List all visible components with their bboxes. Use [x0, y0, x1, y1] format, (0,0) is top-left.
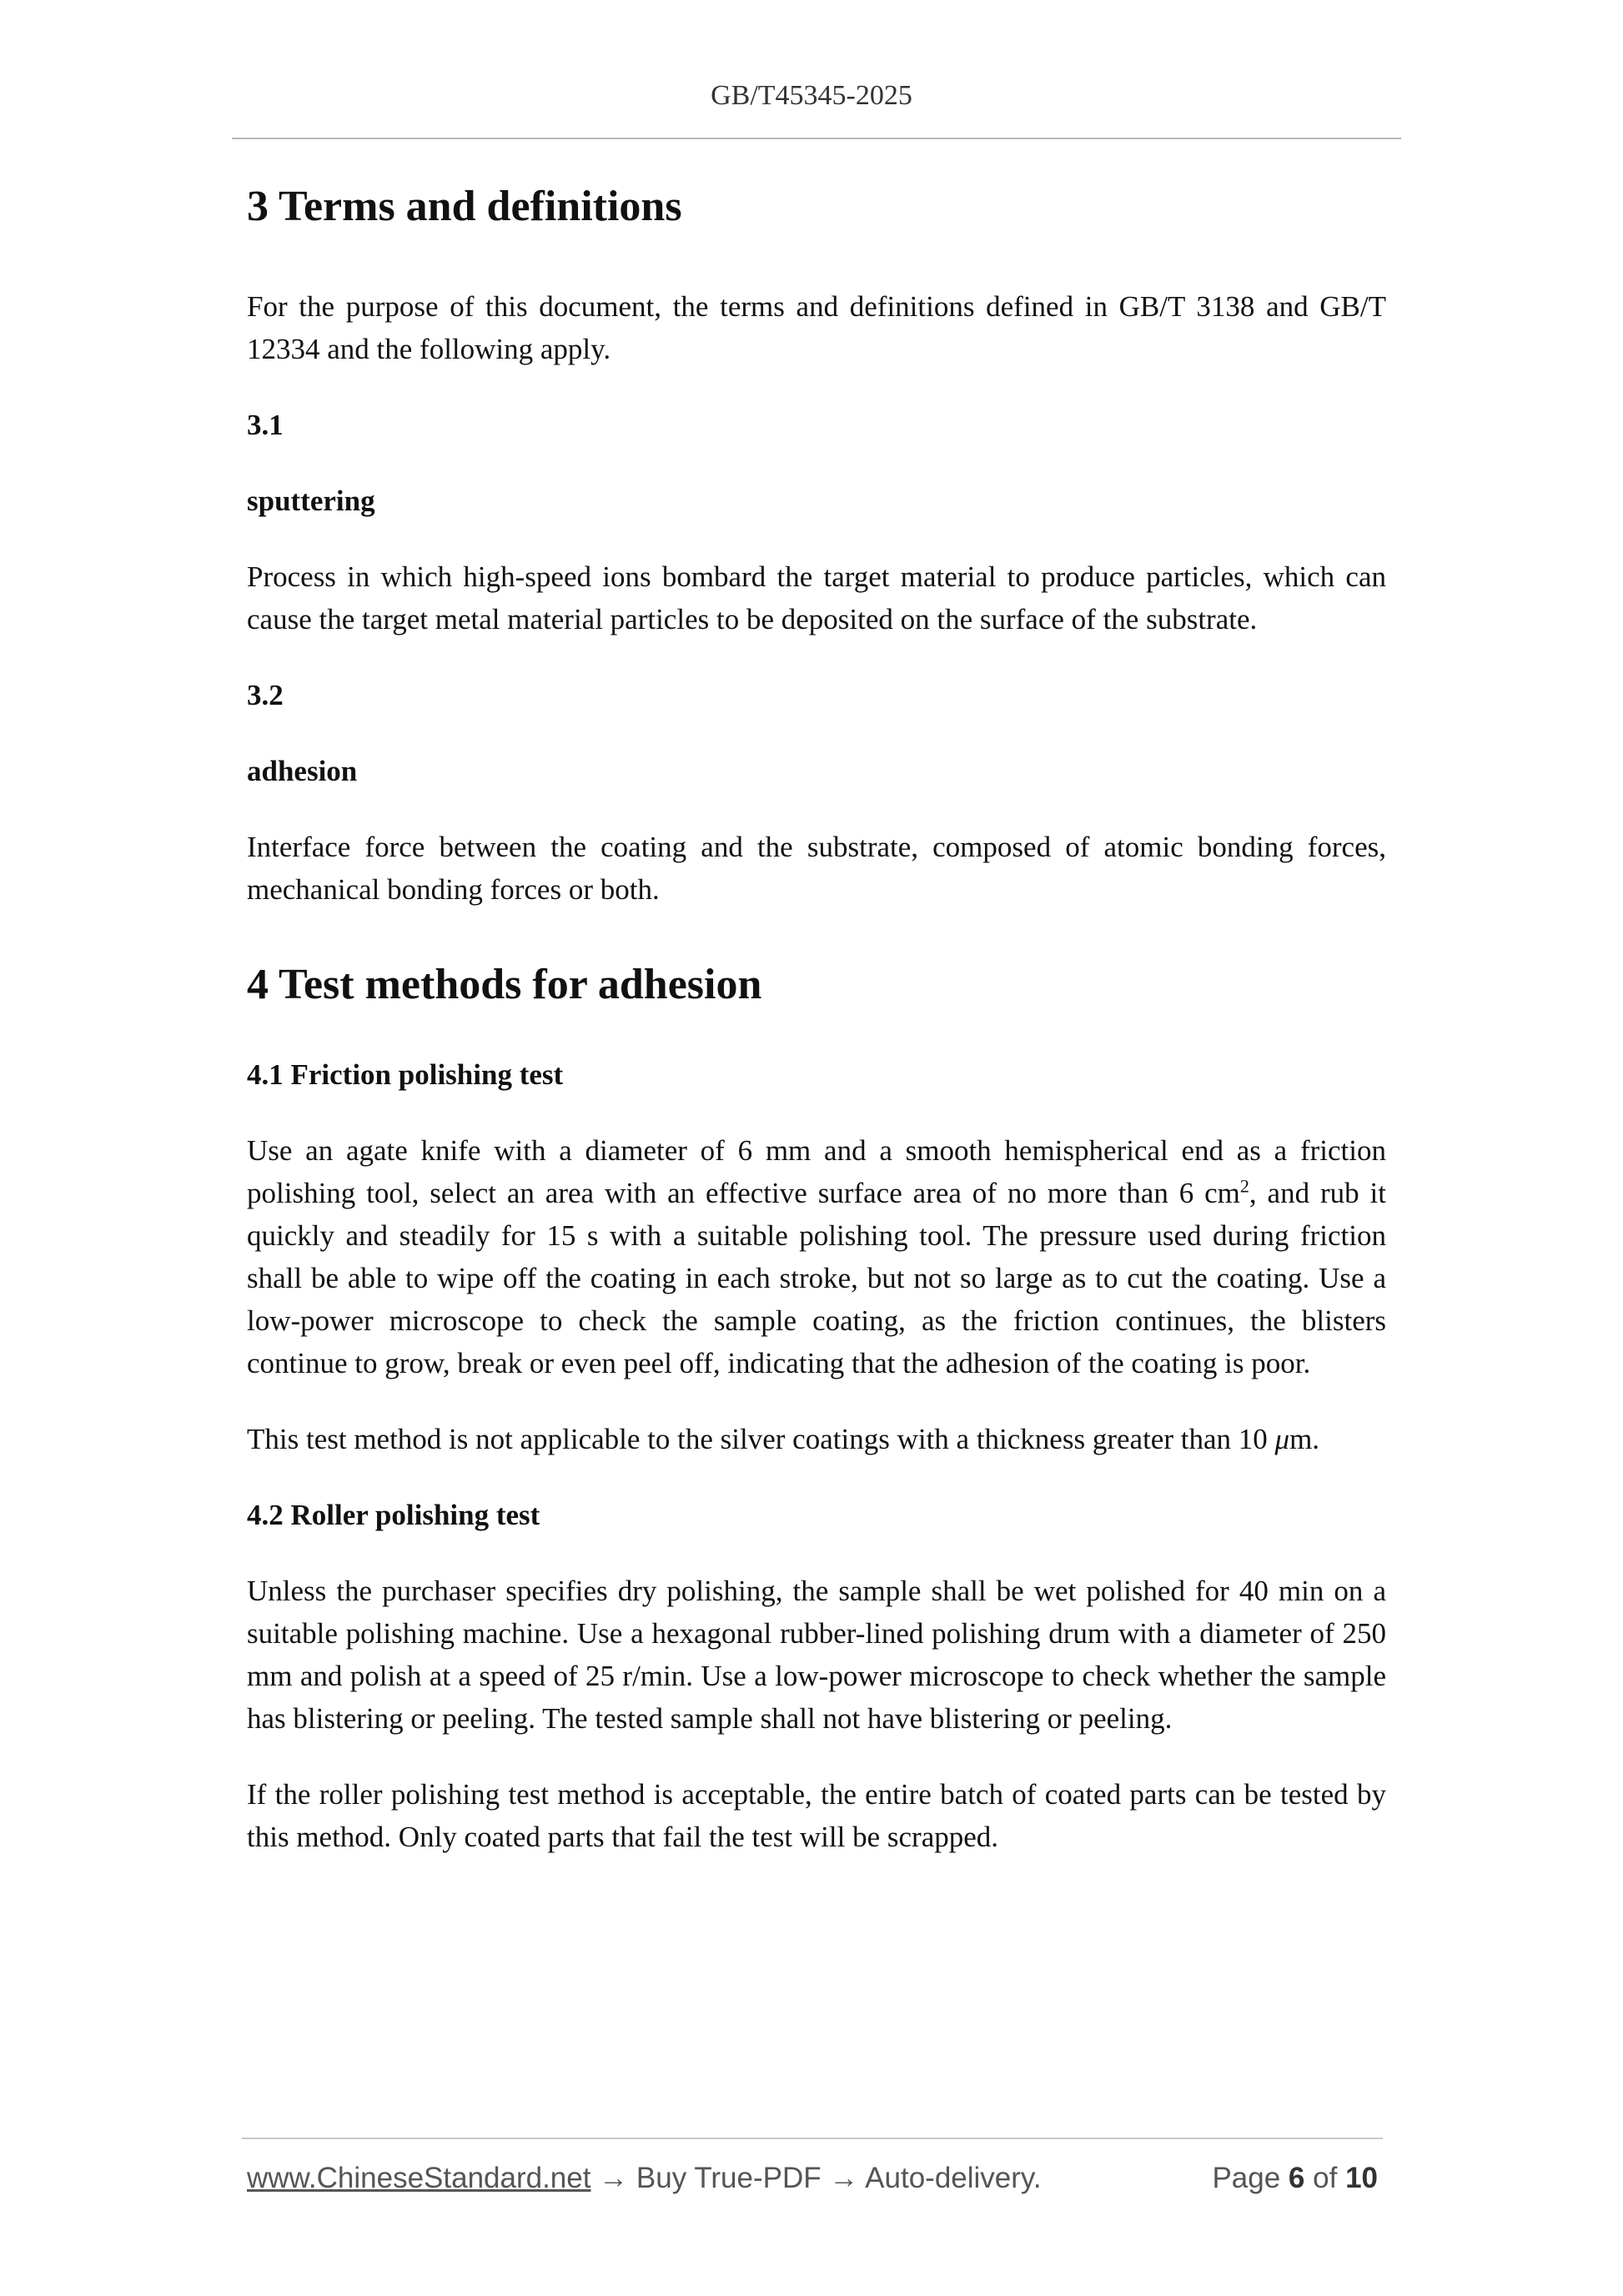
section-4-heading: 4 Test methods for adhesion — [247, 961, 762, 1008]
friction-test-paragraph: Use an agate knife with a diameter of 6 mm and a smooth hemispherical end as a friction polishing tool, select an area with an effective surface area of no more than 6 $cm^2$, and rub it quickly and steadily for 15 s with a suitable polishing tool. The pressure used during friction shall be able to wipe off the coating in each stroke, but not so large as to cut the coating. Use a low-power microscope to check the sample coating, as the friction continues, the blisters continue to grow, break or even peel off, indicating that the adhesion of the coating is poor. — [247, 1134, 1387, 1379]
micro-symbol: μ — [1274, 1423, 1290, 1455]
definition-sputtering: Process in which high-speed ions bombard the target material to produce particles, which can cause the target metal material particles to be deposited on the surface of the substrate. — [247, 560, 1386, 636]
document-code: GB/T45345-2025 — [711, 80, 912, 111]
header-divider — [232, 138, 1401, 139]
superscript-2: 2 — [1239, 1175, 1249, 1197]
roller-test-batch-paragraph: If the roller polishing test method is acceptable, the entire batch of coated parts can be tested by this method. Only coated parts that fail the test will be scrapped. — [247, 1778, 1386, 1853]
page-content — [247, 179, 1386, 1858]
subsection-4-1-heading: 4.1 Friction polishing test — [247, 1058, 564, 1091]
section-3-heading: 3 Terms and definitions — [247, 183, 682, 230]
term-sputtering: sputtering — [247, 485, 375, 517]
roller-test-paragraph: Unless the purchaser specifies dry polishing, the sample shall be wet polished for 40 min on a suitable polishing machine. Use a hexagonal rubber-lined polishing drum with a diameter of 250 mm and polish at a speed of 25 r/min. Use a low-power microscope to check whether the sample has blistering or peeling. The tested sample shall not have blistering or peeling. — [247, 1575, 1386, 1735]
definition-adhesion: Interface force between the coating and the substrate, composed of atomic bonding forces, mechanical bonding forces or both. — [247, 831, 1386, 906]
friction-test-applicability: This test method is not applicable to the silver coatings with a thickness greater than 10 μm. — [247, 1423, 1320, 1455]
page-footer — [247, 2162, 1378, 2200]
subsection-4-2-heading: 4.2 Roller polishing test — [247, 1499, 540, 1531]
current-page-number: 6 — [1288, 2162, 1305, 2194]
page-indicator: Page 6 of 10 — [1212, 2162, 1378, 2194]
term-number-3-2: 3.2 — [247, 679, 284, 711]
term-number-3-1: 3.1 — [247, 409, 284, 441]
footer-promo — [247, 2162, 1042, 2195]
total-pages: 10 — [1345, 2162, 1378, 2194]
website-link[interactable]: www.ChineseStandard.net — [247, 2162, 591, 2194]
term-adhesion: adhesion — [247, 755, 358, 787]
footer-divider — [242, 2138, 1383, 2139]
section-3-intro: For the purpose of this document, the terms and definitions defined in GB/T 3138 and GB/T 12334 and the following apply. — [247, 290, 1386, 365]
footer-tagline: → Buy True-PDF → Auto-delivery. — [590, 2162, 1042, 2194]
